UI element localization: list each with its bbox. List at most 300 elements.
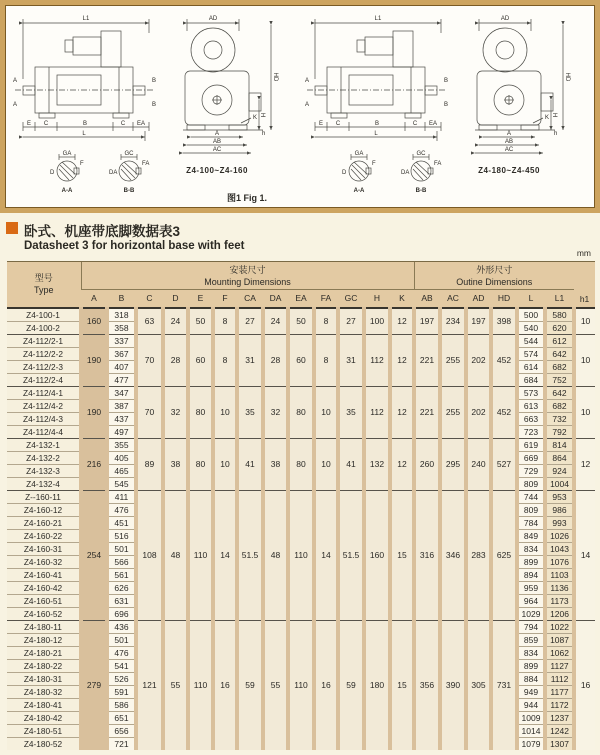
cell-AD: 305 [466,620,491,750]
cell-type: Z4-180-52 [7,737,81,750]
cell-A: 160 [81,308,107,335]
cell-FA: 14 [314,490,338,620]
column-header-A: A [81,290,107,308]
cell-L: 899 [517,555,545,568]
cell-DA: 24 [263,308,288,335]
cell-AC: 390 [440,620,466,750]
cell-L1: 1076 [545,555,574,568]
cell-CA: 35 [237,386,263,438]
dim-D: D [50,170,55,176]
cell-CA: 41 [237,438,263,490]
cell-K: 15 [390,620,414,750]
cell-B: 465 [107,464,136,477]
cell-AB: 356 [414,620,440,750]
cell-F: 14 [213,490,237,620]
dim-EA: EA [136,121,146,127]
type-column-header [7,262,81,308]
cell-type: Z4-160-21 [7,516,81,529]
cell-h1: 14 [574,490,595,620]
column-header-L: L [517,290,545,308]
cell-type: Z4-160-31 [7,542,81,555]
dim-A-left-bottom: A [12,102,18,108]
column-header-L1: L1 [545,290,574,308]
cell-B: 436 [107,620,136,633]
cell-B: 477 [107,373,136,386]
cell-B: 347 [107,386,136,399]
cell-type: Z4-180-11 [7,620,81,633]
model-range-large: Z4-180~Z4-450 [478,166,540,175]
cell-B: 626 [107,581,136,594]
section-title-zh: 卧式、机座带底脚数据表3 [24,224,181,239]
cell-L: 884 [517,672,545,685]
cell-HD: 527 [491,438,517,490]
cell-L1: 1043 [545,542,574,555]
dim-H: H [259,112,265,118]
cell-DA: 48 [263,490,288,620]
cell-L: 859 [517,633,545,646]
cell-L1: 642 [545,386,574,399]
cell-type: Z4-180-21 [7,646,81,659]
column-header-D: D [163,290,188,308]
dim-AB: AB [212,139,222,145]
cell-type: Z4-160-41 [7,568,81,581]
cell-B: 561 [107,568,136,581]
cell-HD: 398 [491,308,517,335]
cell-L: 784 [517,516,545,529]
cell-H: 132 [364,438,390,490]
cell-type: Z4-180-32 [7,685,81,698]
cell-B: 451 [107,516,136,529]
dim-HD: HD [272,72,278,82]
cell-B: 526 [107,672,136,685]
cell-B: 696 [107,607,136,620]
cell-L: 729 [517,464,545,477]
dim-E: E [26,121,32,127]
column-header-HD: HD [491,290,517,308]
cell-DA: 55 [263,620,288,750]
cell-K: 12 [390,308,414,335]
cell-C: 108 [136,490,163,620]
cell-L1: 1103 [545,568,574,581]
cell-C: 70 [136,334,163,386]
cell-L: 794 [517,620,545,633]
cell-type: Z4-160-32 [7,555,81,568]
column-header-K: K [390,290,414,308]
cell-D: 32 [163,386,188,438]
cell-type: Z4-180-31 [7,672,81,685]
cell-K: 12 [390,334,414,386]
cell-C: 121 [136,620,163,750]
cell-L1: 580 [545,308,574,322]
cell-L1: 1004 [545,477,574,490]
column-header-CA: CA [237,290,263,308]
cell-L: 544 [517,334,545,347]
cell-type: Z4-112/2-3 [7,360,81,373]
column-header-B: B [107,290,136,308]
cell-h1: 10 [574,386,595,438]
cell-L: 669 [517,451,545,464]
column-header-F: F [213,290,237,308]
cell-L1: 1087 [545,633,574,646]
cell-AB: 221 [414,386,440,438]
cell-AD: 240 [466,438,491,490]
cell-L1: 1127 [545,659,574,672]
cell-L1: 1136 [545,581,574,594]
cell-GC: 41 [338,438,364,490]
cell-GC: 35 [338,386,364,438]
cell-B: 405 [107,451,136,464]
outline-dimensions-header [414,262,574,290]
cell-L1: 993 [545,516,574,529]
cell-type: Z4-132-2 [7,451,81,464]
dim-AC: AC [212,147,222,153]
cell-B: 437 [107,412,136,425]
cell-CA: 27 [237,308,263,335]
cell-B: 631 [107,594,136,607]
cell-EA: 80 [288,386,314,438]
cell-L: 663 [517,412,545,425]
cell-L1: 986 [545,503,574,516]
cell-FA: 16 [314,620,338,750]
cell-F: 10 [213,438,237,490]
cell-L1: 864 [545,451,574,464]
column-header-EA: EA [288,290,314,308]
motor-drawing [7,7,593,210]
dimensions-table [7,261,595,750]
cell-B: 501 [107,633,136,646]
dim-A-front: A [214,131,220,137]
cell-type: Z4-112/4-2 [7,399,81,412]
column-header-h1: h1 [574,262,595,308]
table-row [7,438,595,451]
column-header-DA: DA [263,290,288,308]
column-header-AD: AD [466,290,491,308]
cell-type: Z4-132-3 [7,464,81,477]
cell-GC: 31 [338,334,364,386]
table-row [7,620,595,633]
cell-type: Z4-112/2-4 [7,373,81,386]
cell-EA: 80 [288,438,314,490]
cell-EA: 110 [288,620,314,750]
cell-A: 279 [81,620,107,750]
cell-A: 216 [81,438,107,490]
cell-L1: 1172 [545,698,574,711]
cell-GC: 27 [338,308,364,335]
dim-C-right: C [120,121,126,127]
dim-B-right-top: B [151,78,157,84]
table-body [7,308,595,751]
cell-A: 254 [81,490,107,620]
cell-HD: 452 [491,334,517,386]
cell-L: 1029 [517,607,545,620]
cell-L1: 682 [545,399,574,412]
cell-h1: 12 [574,438,595,490]
cell-D: 55 [163,620,188,750]
cell-K: 12 [390,386,414,438]
cell-B: 337 [107,334,136,347]
cell-type: Z4-132-1 [7,438,81,451]
cell-L: 944 [517,698,545,711]
cell-L1: 642 [545,347,574,360]
table-row [7,334,595,347]
cell-B: 501 [107,542,136,555]
cell-A: 190 [81,386,107,438]
section-title-en: Datasheet 3 for horizontal base with feet [24,240,245,252]
cell-D: 24 [163,308,188,335]
cell-L: 614 [517,360,545,373]
cell-L: 619 [517,438,545,451]
figure-panel [0,0,600,213]
cell-GC: 59 [338,620,364,750]
cell-type: Z4-112/4-1 [7,386,81,399]
cell-L1: 1177 [545,685,574,698]
cell-B: 591 [107,685,136,698]
cell-L1: 1026 [545,529,574,542]
dim-B-right-bottom: B [151,102,157,108]
cell-L: 894 [517,568,545,581]
cell-B: 476 [107,503,136,516]
cell-type: Z4-100-2 [7,321,81,334]
cell-AD: 283 [466,490,491,620]
cell-type: Z4-180-22 [7,659,81,672]
cell-type: Z4-132-4 [7,477,81,490]
cell-CA: 59 [237,620,263,750]
cell-L: 899 [517,659,545,672]
dim-h: h [262,131,266,137]
cell-HD: 452 [491,386,517,438]
column-header-AB: AB [414,290,440,308]
dim-FA: FA [142,161,150,167]
cell-AB: 197 [414,308,440,335]
mounting-header-zh: 安装尺寸 [229,264,266,275]
column-header-GC: GC [338,290,364,308]
cell-AD: 202 [466,386,491,438]
dim-C-left: C [43,121,49,127]
cell-L1: 732 [545,412,574,425]
cell-K: 15 [390,490,414,620]
cell-EA: 60 [288,334,314,386]
dim-B-bottom: B [82,121,88,127]
table-row [7,386,595,399]
cell-L1: 814 [545,438,574,451]
cell-D: 48 [163,490,188,620]
cell-AC: 255 [440,386,466,438]
outline-header-zh: 外形尺寸 [476,264,513,275]
cell-L1: 792 [545,425,574,438]
cell-L1: 1242 [545,724,574,737]
dim-K: K [253,115,258,121]
column-letters-row [7,290,595,308]
cell-L: 723 [517,425,545,438]
dim-AD: AD [208,16,218,22]
cell-AD: 197 [466,308,491,335]
cell-L1: 924 [545,464,574,477]
cell-h1: 16 [574,620,595,750]
cell-L: 1014 [517,724,545,737]
cell-type: Z4-112/2-2 [7,347,81,360]
cell-B: 411 [107,490,136,503]
cell-D: 28 [163,334,188,386]
cell-FA: 8 [314,308,338,335]
cell-L1: 953 [545,490,574,503]
cell-B: 387 [107,399,136,412]
cell-type: Z4-100-1 [7,308,81,322]
cell-L: 573 [517,386,545,399]
cell-B: 407 [107,360,136,373]
cell-FA: 8 [314,334,338,386]
cell-E: 80 [188,386,213,438]
cell-E: 110 [188,490,213,620]
cell-FA: 10 [314,386,338,438]
cell-AB: 221 [414,334,440,386]
cell-L: 809 [517,503,545,516]
cell-L1: 752 [545,373,574,386]
cell-EA: 110 [288,490,314,620]
cell-type: Z4-160-22 [7,529,81,542]
dim-F: F [80,161,84,167]
cell-B: 497 [107,425,136,438]
cell-AC: 346 [440,490,466,620]
cell-F: 8 [213,308,237,335]
cell-type: Z4-160-51 [7,594,81,607]
cell-type: Z4-180-12 [7,633,81,646]
cell-FA: 10 [314,438,338,490]
cell-type: Z4-112/4-4 [7,425,81,438]
cell-AC: 295 [440,438,466,490]
cell-L1: 1307 [545,737,574,750]
cell-L: 684 [517,373,545,386]
cell-AC: 234 [440,308,466,335]
cell-B: 367 [107,347,136,360]
cell-DA: 32 [263,386,288,438]
section-title [6,220,180,240]
cell-type: Z4-112/2-1 [7,334,81,347]
cell-L: 834 [517,542,545,555]
cell-A: 190 [81,334,107,386]
cell-L: 613 [517,399,545,412]
cell-L: 809 [517,477,545,490]
cell-L: 964 [517,594,545,607]
section-label-bb: B-B [123,188,135,194]
cell-DA: 28 [263,334,288,386]
cell-type: Z4-160-52 [7,607,81,620]
cell-C: 70 [136,386,163,438]
cell-CA: 51.5 [237,490,263,620]
dim-GA: GA [62,151,72,157]
cell-type: Z--160-11 [7,490,81,503]
cell-L: 1079 [517,737,545,750]
cell-HD: 731 [491,620,517,750]
cell-B: 355 [107,438,136,451]
cell-L: 849 [517,529,545,542]
cell-B: 516 [107,529,136,542]
cell-HD: 625 [491,490,517,620]
cell-F: 8 [213,334,237,386]
dim-L1: L1 [82,16,90,22]
column-header-C: C [136,290,163,308]
table-row [7,308,595,322]
cell-L: 574 [517,347,545,360]
cell-E: 60 [188,334,213,386]
cell-B: 541 [107,659,136,672]
cell-L1: 1022 [545,620,574,633]
cell-AB: 260 [414,438,440,490]
cell-C: 63 [136,308,163,335]
cell-type: Z4-180-51 [7,724,81,737]
mounting-header-en: Mounting Dimensions [204,276,291,287]
cell-GC: 51.5 [338,490,364,620]
cell-L1: 1112 [545,672,574,685]
cell-B: 721 [107,737,136,750]
cell-type: Z4-180-42 [7,711,81,724]
cell-B: 545 [107,477,136,490]
mounting-dimensions-header [81,262,414,290]
column-header-AC: AC [440,290,466,308]
dim-DA: DA [109,170,118,176]
cell-L1: 1237 [545,711,574,724]
cell-type: Z4-160-12 [7,503,81,516]
outline-header-en: Outine Dimensions [456,276,533,287]
cell-K: 12 [390,438,414,490]
orange-square-icon [6,222,18,234]
cell-C: 89 [136,438,163,490]
cell-L: 540 [517,321,545,334]
dim-GC: GC [124,151,134,157]
section-label-aa: A-A [61,188,73,194]
cell-B: 318 [107,308,136,322]
figure-caption: 图1 Fig 1. [226,193,268,203]
cell-L: 959 [517,581,545,594]
column-header-H: H [364,290,390,308]
type-header-zh: 型号 [34,273,53,284]
cell-E: 110 [188,620,213,750]
cell-type: Z4-180-41 [7,698,81,711]
model-range-small: Z4-100~Z4-160 [186,166,248,175]
cell-L: 834 [517,646,545,659]
table-row [7,490,595,503]
type-header-en: Type [33,285,54,296]
cell-F: 10 [213,386,237,438]
cell-H: 100 [364,308,390,335]
cell-E: 50 [188,308,213,335]
cell-L: 500 [517,308,545,322]
cell-L1: 612 [545,334,574,347]
cell-B: 651 [107,711,136,724]
cell-L1: 1206 [545,607,574,620]
cell-D: 38 [163,438,188,490]
dim-L: L [82,131,86,137]
cell-type: Z4-112/4-3 [7,412,81,425]
cell-EA: 50 [288,308,314,335]
cell-H: 160 [364,490,390,620]
cell-H: 112 [364,334,390,386]
column-header-E: E [188,290,213,308]
cell-B: 358 [107,321,136,334]
cell-F: 16 [213,620,237,750]
cell-h1: 10 [574,308,595,335]
cell-E: 80 [188,438,213,490]
cell-B: 586 [107,698,136,711]
cell-CA: 31 [237,334,263,386]
column-header-FA: FA [314,290,338,308]
cell-B: 566 [107,555,136,568]
cell-AC: 255 [440,334,466,386]
cell-L1: 1173 [545,594,574,607]
cell-H: 112 [364,386,390,438]
cell-AD: 202 [466,334,491,386]
cell-B: 476 [107,646,136,659]
cell-L: 744 [517,490,545,503]
